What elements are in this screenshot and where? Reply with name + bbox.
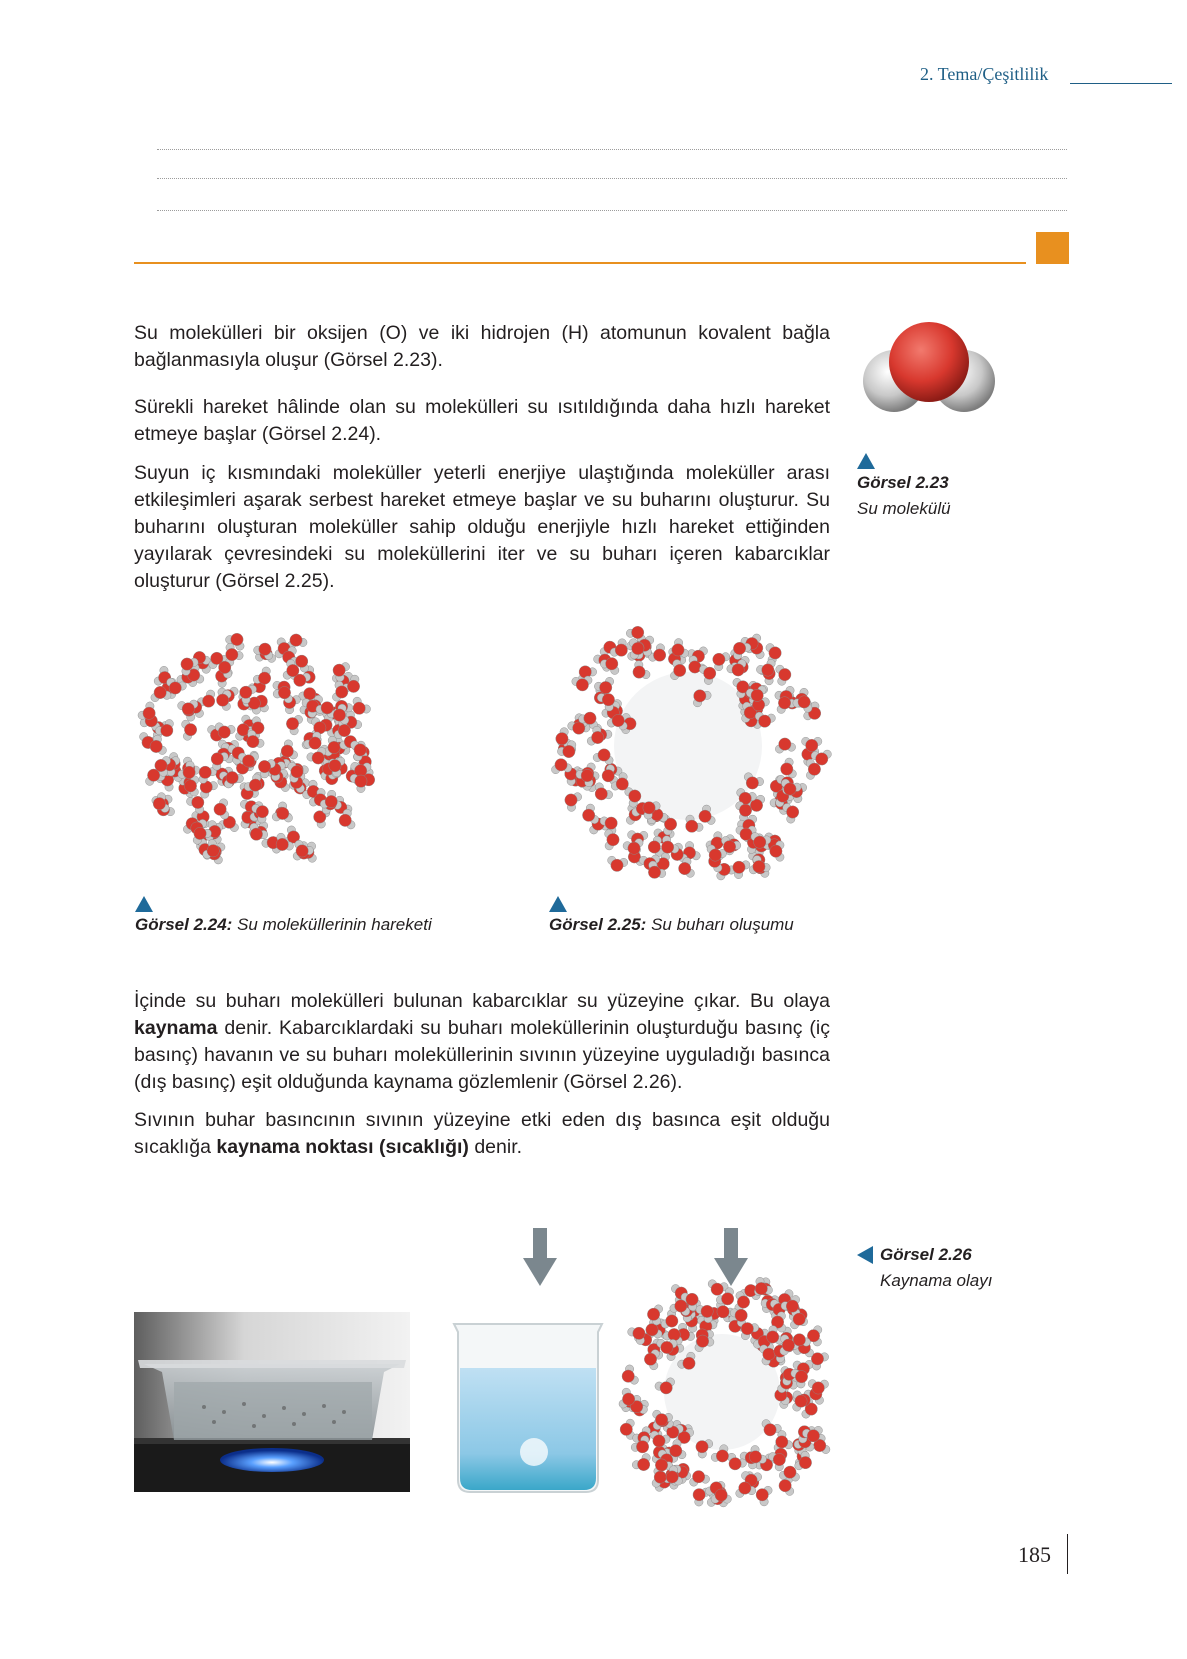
beaker-illustration bbox=[450, 1320, 606, 1498]
boiling-pot-photo bbox=[134, 1312, 410, 1492]
caption-text: Kaynama olayı bbox=[880, 1271, 993, 1290]
paragraph-4: İçinde su buharı molekülleri bulunan kabarcıklar su yüzeyine çıkar. Bu olaya kaynama denir. Kabarcıklardaki su buharı moleküllerinin oluşturduğu basınç (iç basınç) havanın ve su buharı moleküllerinin sıvının yüzeyine uyguladığı basınca (dış basınç) eşit olduğunda kaynama gözlemlenir (Görsel 2.26). bbox=[134, 990, 830, 1093]
molecule-glyph bbox=[604, 829, 619, 850]
caption-text: Su molekülü bbox=[857, 499, 951, 518]
molecule-glyph bbox=[774, 736, 796, 753]
paragraph-1: Su molekülleri bir oksijen (O) ve iki hidrojen (H) atomunun kovalent bağla bağlanmasıyla oluşur (Görsel 2.23). bbox=[134, 322, 830, 371]
molecule-glyph bbox=[550, 757, 572, 774]
page-number-rule bbox=[1067, 1534, 1068, 1574]
molecule-glyph bbox=[606, 855, 629, 873]
triangle-left-icon bbox=[857, 1246, 873, 1264]
molecule-glyph bbox=[631, 1452, 656, 1476]
caption-text: Su moleküllerinin hareketi bbox=[237, 915, 432, 934]
paragraph-2: Sürekli hareket hâlinde olan su molekülleri su ısıtıldığında daha hızlı hareket etmeye başlar (Görsel 2.24). bbox=[134, 396, 830, 445]
molecule-glyph bbox=[687, 1468, 710, 1487]
molecule-glyph bbox=[181, 719, 198, 741]
molecule-glyph bbox=[643, 1348, 660, 1370]
molecule-glyph bbox=[620, 1419, 635, 1440]
molecule-glyph bbox=[561, 788, 584, 813]
triangle-up-icon bbox=[549, 896, 567, 912]
molecules-motion-figure bbox=[134, 628, 384, 868]
header-rule bbox=[1070, 83, 1172, 84]
caption-label: Görsel 2.24: bbox=[135, 915, 233, 934]
caption-g225 bbox=[549, 912, 794, 938]
molecule-glyph bbox=[592, 747, 615, 766]
page-number: 185 bbox=[1018, 1542, 1051, 1567]
caption-g226 bbox=[880, 1242, 992, 1294]
boiling-molecules-figure bbox=[612, 1272, 840, 1512]
down-arrow-icon bbox=[523, 1228, 557, 1286]
section-divider bbox=[134, 262, 1026, 264]
paragraph-3: Suyun iç kısmındaki moleküller yeterli enerjiye ulaştığında moleküller arası etkileşimleri aşarak serbest hareket etmeye başlar ve su buharını oluşturur. Su buharını oluşturan moleküller sahip olduğu enerjiyle hızlı hareket ettiğinden yayılarak çevresindeki su moleküllerini iter ve su buharı içeren kabarcıklar oluşturur (Görsel 2.25). bbox=[134, 462, 830, 592]
vapour-formation-figure bbox=[548, 618, 832, 890]
dotted-line bbox=[157, 178, 1067, 179]
caption-g223 bbox=[857, 470, 951, 522]
caption-label: Görsel 2.25: bbox=[549, 915, 647, 934]
molecule-glyph bbox=[283, 712, 304, 736]
paragraph-5: Sıvının buhar basıncının sıvının yüzeyine etki eden dış basınca eşit olduğu sıcaklığa kaynama noktası (sıcaklığı) denir. bbox=[134, 1109, 830, 1158]
caption-label: Görsel 2.26 bbox=[880, 1245, 972, 1264]
water-molecule-icon bbox=[862, 320, 996, 416]
caption-g224 bbox=[135, 912, 432, 938]
term-kaynama: kaynama bbox=[134, 1017, 218, 1039]
chapter-title: 2. Tema/Çeşitlilik bbox=[920, 64, 1049, 84]
section-marker bbox=[1036, 232, 1069, 264]
triangle-up-icon bbox=[135, 896, 153, 912]
molecule-glyph bbox=[628, 659, 652, 684]
molecule-glyph bbox=[646, 1303, 663, 1325]
dotted-line bbox=[157, 149, 1067, 150]
triangle-up-icon bbox=[857, 453, 875, 469]
molecule-glyph bbox=[619, 1364, 640, 1388]
caption-label: Görsel 2.23 bbox=[857, 473, 949, 492]
term-kaynama-noktasi: kaynama noktası (sıcaklığı) bbox=[216, 1136, 469, 1158]
caption-text: Su buharı oluşumu bbox=[651, 915, 794, 934]
molecule-glyph bbox=[213, 798, 229, 820]
molecule-glyph bbox=[775, 664, 792, 686]
molecule-glyph bbox=[272, 806, 294, 822]
dotted-line bbox=[157, 210, 1067, 211]
